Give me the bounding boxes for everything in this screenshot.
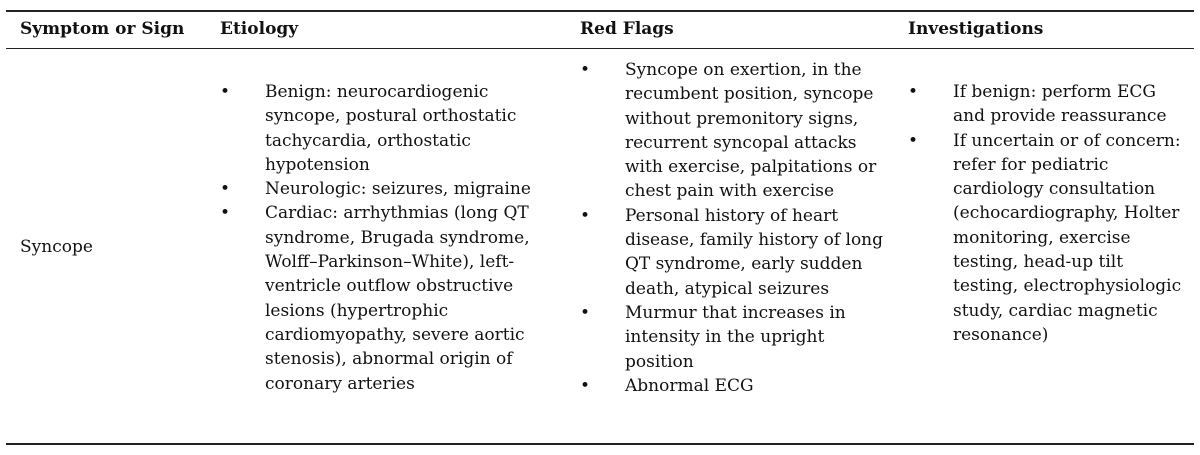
investigation-item-concern: • If uncertain or of concern: refer for pediatric cardiology consultation (echocardiography, Holter monitoring, exercise testing, head-up tilt testing, electrophysiologic study, cardiac magnetic resonance) (908, 129, 1190, 348)
table-bottom-rule (6, 443, 1194, 445)
red-flag-item-ecg: • Abnormal ECG (580, 374, 890, 398)
header-etiology: Etiology (220, 19, 299, 39)
etiology-item-neurologic: • Neurologic: seizures, migraine (220, 177, 548, 201)
red-flag-item-murmur: • Murmur that increases in intensity in the upright position (580, 301, 890, 374)
etiology-item-benign: • Benign: neurocardiogenic syncope, postural orthostatic tachycardia, orthostatic hypotension (220, 80, 548, 177)
etiology-list (220, 80, 548, 396)
red-flags-list (580, 58, 890, 398)
etiology-item-cardiac: • Cardiac: arrhythmias (long QT syndrome, Brugada syndrome, Wolff–Parkinson–White), left-ventricle outflow obstructive lesions (hypertrophic cardiomyopathy, severe aortic stenosis), abnormal origin of coronary arteries (220, 201, 548, 395)
investigation-item-benign: • If benign: perform ECG and provide reassurance (908, 80, 1190, 129)
header-symptom-or-sign: Symptom or Sign (20, 19, 185, 39)
investigations-list (908, 80, 1190, 347)
cell-red-flags (580, 58, 890, 398)
red-flag-item-history: • Personal history of heart disease, family history of long QT syndrome, early sudden death, atypical seizures (580, 204, 890, 301)
red-flag-item-exertion: • Syncope on exertion, in the recumbent position, syncope without premonitory signs, recurrent syncopal attacks with exercise, palpitations or chest pain with exercise (580, 58, 890, 204)
cell-symptom: Syncope (20, 237, 93, 257)
header-investigations: Investigations (908, 19, 1044, 39)
syncope-table (6, 10, 1194, 445)
header-red-flags: Red Flags (580, 19, 674, 39)
cell-etiology (220, 80, 548, 396)
table-header-rule (6, 48, 1194, 49)
table-top-rule (6, 10, 1194, 12)
cell-investigations (908, 80, 1190, 347)
